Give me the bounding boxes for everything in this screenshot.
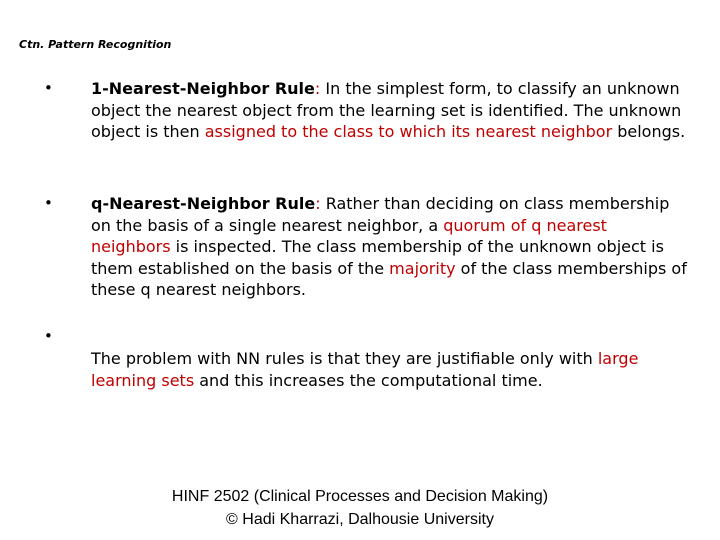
bullet-text: In the simplest form, to classify an unknown object the nearest object from the learning set is identified. The unknown object is then <box>91 79 682 141</box>
highlighted-text: quorum of q nearest neighbors <box>91 215 607 256</box>
bullet-text: and this increases the computational time. <box>194 370 543 390</box>
bullet-dot: • <box>44 327 53 345</box>
bullet-title: q-Nearest-Neighbor Rule <box>91 194 316 213</box>
bullet-text: belongs. <box>612 122 686 141</box>
bullet-dot: • <box>44 79 53 97</box>
highlighted-text: large learning sets <box>91 349 639 390</box>
slide-header: Ctn. Pattern Recognition <box>19 38 172 51</box>
bullet-text: Rather than deciding on class membership on the basis of a single nearest neighbor, a <box>91 194 670 235</box>
highlighted-text: assigned to the class to which its nearest neighbor <box>204 122 613 141</box>
highlighted-text: majority <box>389 258 456 278</box>
bullet-dot: • <box>44 194 53 212</box>
bullet-text: The problem with NN rules is that they are justifiable only with <box>91 349 598 368</box>
bullet-title-colon: : <box>315 194 321 213</box>
slide-footer <box>0 485 720 531</box>
bullet-title: 1-Nearest-Neighbor Rule <box>91 79 315 98</box>
footer-copyright: © Hadi Kharrazi, Dalhousie University <box>226 511 494 528</box>
bullet-qnn-rule <box>91 193 691 301</box>
footer-course: HINF 2502 (Clinical Processes and Decision Making) <box>171 488 549 505</box>
bullet-text: of the class memberships of these q nearest neighbors. <box>91 258 687 299</box>
bullet-title-colon: : <box>314 79 321 98</box>
bullet-text: is inspected. The class membership of the unknown object is them established on the basis of the <box>91 237 664 278</box>
bullet-nn-limitation <box>91 348 691 391</box>
bullet-1nn-rule <box>91 78 691 143</box>
